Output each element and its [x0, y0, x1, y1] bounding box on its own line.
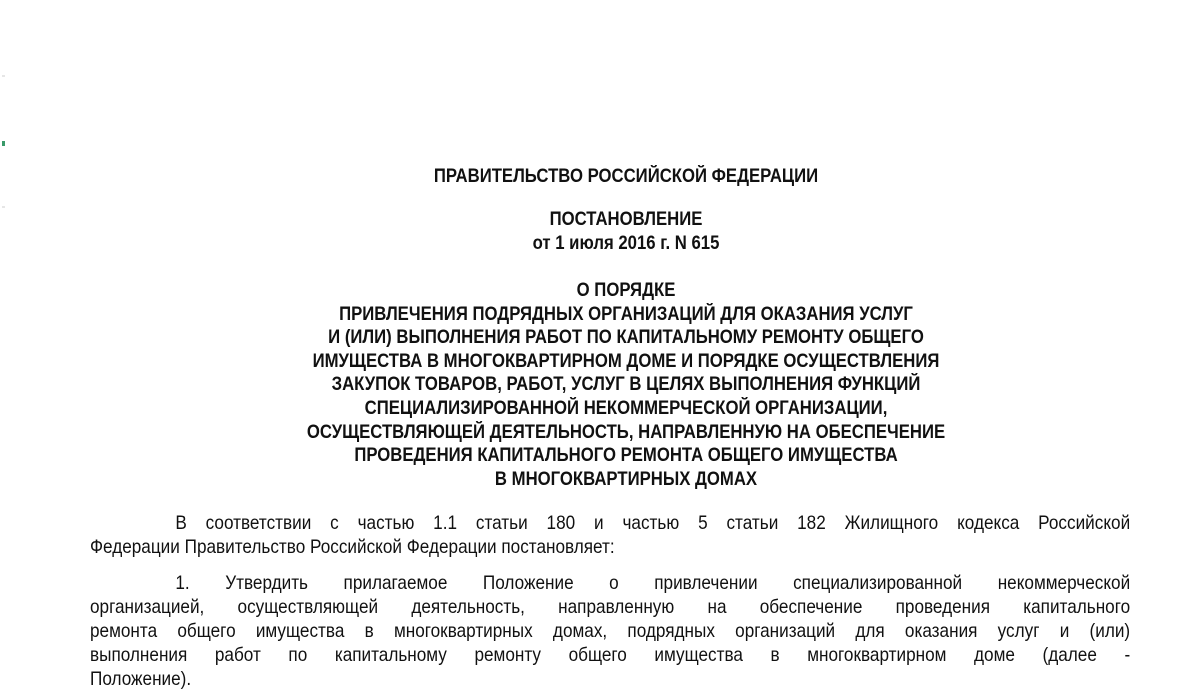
preamble-paragraph: [90, 511, 1130, 559]
title-line: СПЕЦИАЛИЗИРОВАННОЙ НЕКОММЕРЧЕСКОЙ ОРГАНИЗАЦИИ,: [364, 397, 888, 419]
issuer-heading: ПРАВИТЕЛЬСТВО РОССИЙСКОЙ ФЕДЕРАЦИИ: [433, 166, 819, 187]
document-date-number: от 1 июля 2016 г. N 615: [532, 232, 720, 254]
paragraph-line: В соответствии с частью 1.1 статьи 180 и частью 5 статьи 182 Жилищного кодекса Российской: [175, 512, 1131, 534]
title-line: ПРОВЕДЕНИЯ КАПИТАЛЬНОГО РЕМОНТА ОБЩЕГО ИМУЩЕСТВА: [354, 445, 898, 467]
title-line: В МНОГОКВАРТИРНЫХ ДОМАХ: [494, 468, 758, 490]
title-line: О ПОРЯДКЕ: [576, 280, 676, 301]
paragraph-line: Федерации Правительство Российской Федерации постановляет:: [90, 536, 615, 558]
document-type: ПОСТАНОВЛЕНИЕ: [549, 209, 703, 230]
paragraph-line: 1. Утвердить прилагаемое Положение о привлечении специализированной некоммерческой: [175, 572, 1131, 594]
clause-1-paragraph: [90, 571, 1130, 691]
paragraph-line: ремонта общего имущества в многоквартирных домах, подрядных организаций для оказания услуг и (или): [90, 620, 1131, 642]
document-title: [100, 279, 1152, 491]
scan-mark-green: [2, 141, 5, 146]
title-line: ЗАКУПОК ТОВАРОВ, РАБОТ, УСЛУГ В ЦЕЛЯХ ВЫПОЛНЕНИЯ ФУНКЦИЙ: [331, 374, 921, 396]
scan-mark: [2, 75, 5, 77]
scan-mark: [2, 206, 5, 208]
paragraph-line: выполнения работ по капитальному ремонту общего имущества в многоквартирном доме (далее -: [90, 644, 1131, 666]
paragraph-line: организацией, осуществляющей деятельность, направленную на обеспечение проведения капитального: [90, 596, 1131, 618]
title-line: ИМУЩЕСТВА В МНОГОКВАРТИРНОМ ДОМЕ И ПОРЯДКЕ ОСУЩЕСТВЛЕНИЯ: [312, 350, 940, 372]
title-line: ОСУЩЕСТВЛЯЮЩЕЙ ДЕЯТЕЛЬНОСТЬ, НАПРАВЛЕННУЮ НА ОБЕСПЕЧЕНИЕ: [306, 421, 946, 443]
title-line: ПРИВЛЕЧЕНИЯ ПОДРЯДНЫХ ОРГАНИЗАЦИЙ ДЛЯ ОКАЗАНИЯ УСЛУГ: [339, 303, 913, 325]
paragraph-line: Положение).: [90, 668, 192, 690]
document-type-heading: [100, 208, 1152, 255]
title-line: И (ИЛИ) ВЫПОЛНЕНИЯ РАБОТ ПО КАПИТАЛЬНОМУ РЕМОНТУ ОБЩЕГО: [328, 327, 924, 349]
